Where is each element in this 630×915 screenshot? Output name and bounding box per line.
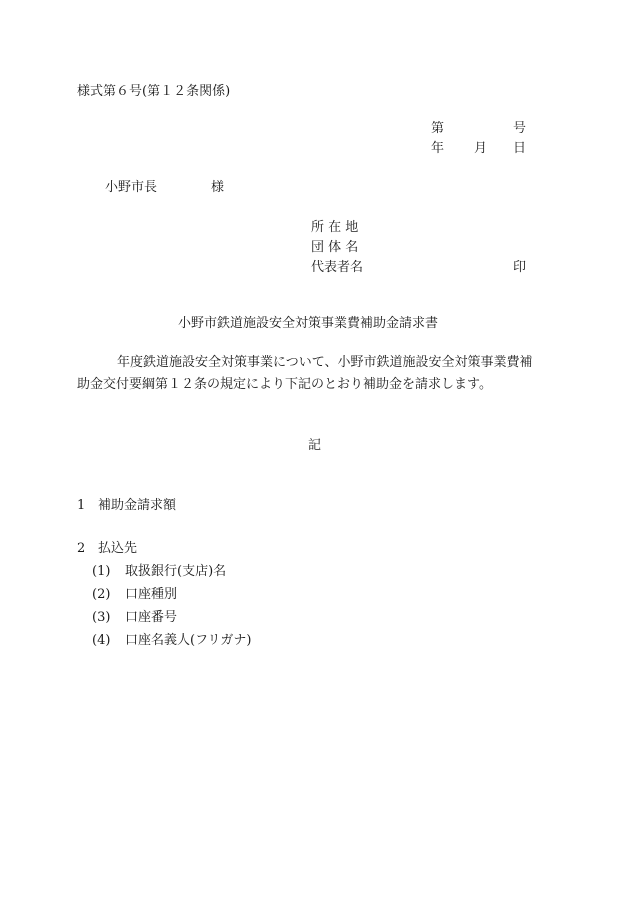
number-suffix: 号	[513, 121, 527, 136]
subitem-1-number: (1)	[92, 564, 111, 579]
address-label: 所 在 地	[311, 220, 359, 235]
representative-label: 代表者名	[311, 260, 364, 275]
subitem-1-label: 取扱銀行(支店)名	[125, 564, 227, 579]
form-number: 様式第６号(第１２条関係)	[77, 84, 231, 99]
subitem-3-label: 口座番号	[125, 610, 178, 625]
addressee-honorific: 様	[211, 180, 225, 195]
ki-heading: 記	[308, 438, 322, 453]
item-1-number: 1	[77, 498, 86, 513]
subitem-2-label: 口座種別	[125, 587, 178, 602]
date-day: 日	[513, 141, 527, 156]
group-name-label: 団 体 名	[311, 240, 359, 255]
body-line-1: 年度鉄道施設安全対策事業について、小野市鉄道施設安全対策事業費補	[117, 355, 533, 370]
number-prefix: 第	[431, 121, 445, 136]
subitem-2-number: (2)	[92, 587, 111, 602]
document-title: 小野市鉄道施設安全対策事業費補助金請求書	[178, 316, 439, 331]
body-paragraph	[77, 352, 547, 396]
body-line-2: 助金交付要綱第１２条の規定により下記のとおり補助金を請求します。	[77, 377, 492, 392]
seal-mark: 印	[513, 260, 527, 275]
subitem-4-label: 口座名義人(フリガナ)	[125, 633, 252, 648]
date-month: 月	[474, 141, 488, 156]
item-1-label: 補助金請求額	[98, 498, 177, 513]
subitem-3-number: (3)	[92, 610, 111, 625]
date-year: 年	[431, 141, 445, 156]
addressee-name: 小野市長	[105, 180, 158, 195]
item-2-label: 払込先	[98, 541, 138, 556]
item-2-number: 2	[77, 541, 86, 556]
subitem-4-number: (4)	[92, 633, 111, 648]
